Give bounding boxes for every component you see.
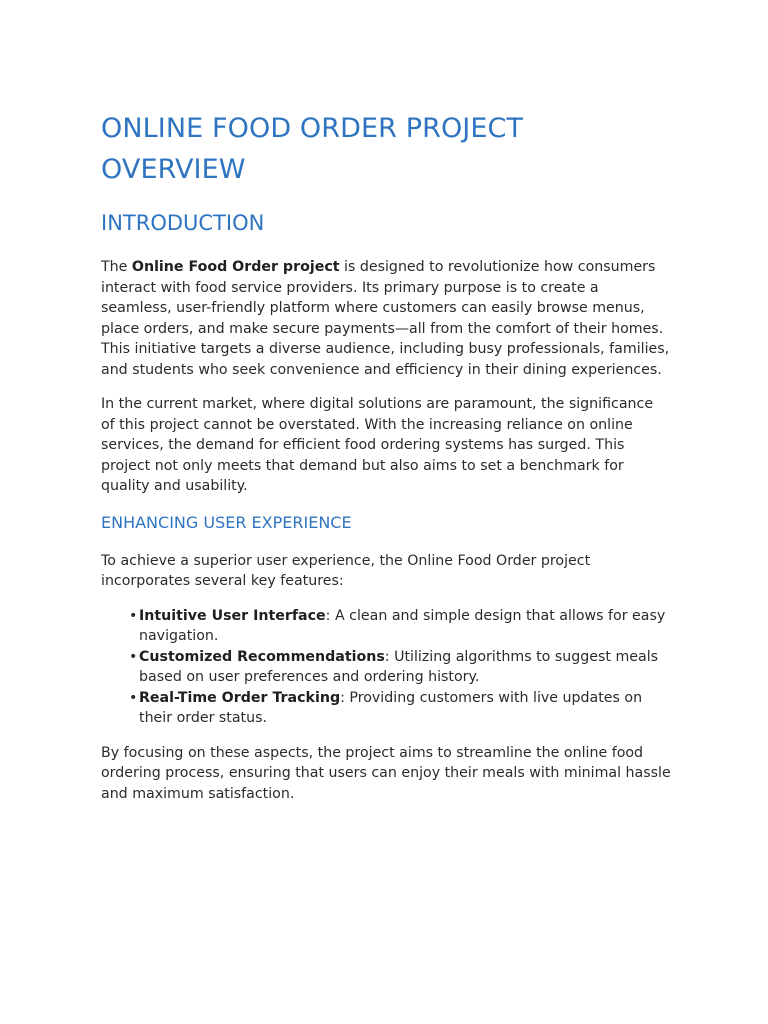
document-page [101, 108, 671, 804]
list-item [129, 606, 671, 647]
ux-lead-paragraph: To achieve a superior user experience, the Online Food Order project incorporates several key features: [101, 552, 591, 589]
bullet-icon: • [129, 607, 138, 624]
list-item [129, 688, 671, 729]
feature-desc: : A clean and simple design that allows for easy navigation. [139, 607, 666, 644]
feature-desc: : Providing customers with live updates on their order status. [139, 689, 643, 726]
feature-term: Intuitive User Interface [139, 607, 326, 624]
bullet-icon: • [129, 648, 138, 665]
list-item [129, 647, 671, 688]
intro-paragraph-2: In the current market, where digital solutions are paramount, the significance of this project cannot be overstated. With the increasing reliance on online services, the demand for efficient food ordering systems has surged. This project not only meets that demand but also aims to set a benchmark for quality and usability. [101, 396, 654, 494]
intro-p1-bold: Online Food Order project [131, 259, 340, 275]
intro-paragraph-1 [101, 257, 671, 380]
bullet-icon: • [129, 689, 138, 706]
intro-p1-pre: The [101, 259, 132, 275]
ux-heading: ENHANCING USER EXPERIENCE [101, 512, 352, 532]
intro-p1-post: is designed to revolutionize how consumers interact with food service providers. Its primary purpose is to create a seamless, user-friendly platform where customers can easily browse menus, place orders, and make secure payments—all from the comfort of their homes. This initiative targets a diverse audience, including busy professionals, families, and students who seek convenience and efficiency in their dining experiences. [101, 259, 670, 378]
feature-list [101, 606, 671, 729]
introduction-heading: INTRODUCTION [101, 211, 265, 235]
feature-desc: : Utilizing algorithms to suggest meals based on user preferences and ordering history. [139, 648, 659, 685]
feature-term: Real-Time Order Tracking [139, 689, 341, 706]
feature-term: Customized Recommendations [139, 648, 385, 665]
closing-paragraph: By focusing on these aspects, the project aims to streamline the online food ordering process, ensuring that users can enjoy their meals with minimal hassle and maximum satisfaction. [101, 744, 671, 802]
document-title: ONLINE FOOD ORDER PROJECT OVERVIEW [101, 113, 524, 185]
